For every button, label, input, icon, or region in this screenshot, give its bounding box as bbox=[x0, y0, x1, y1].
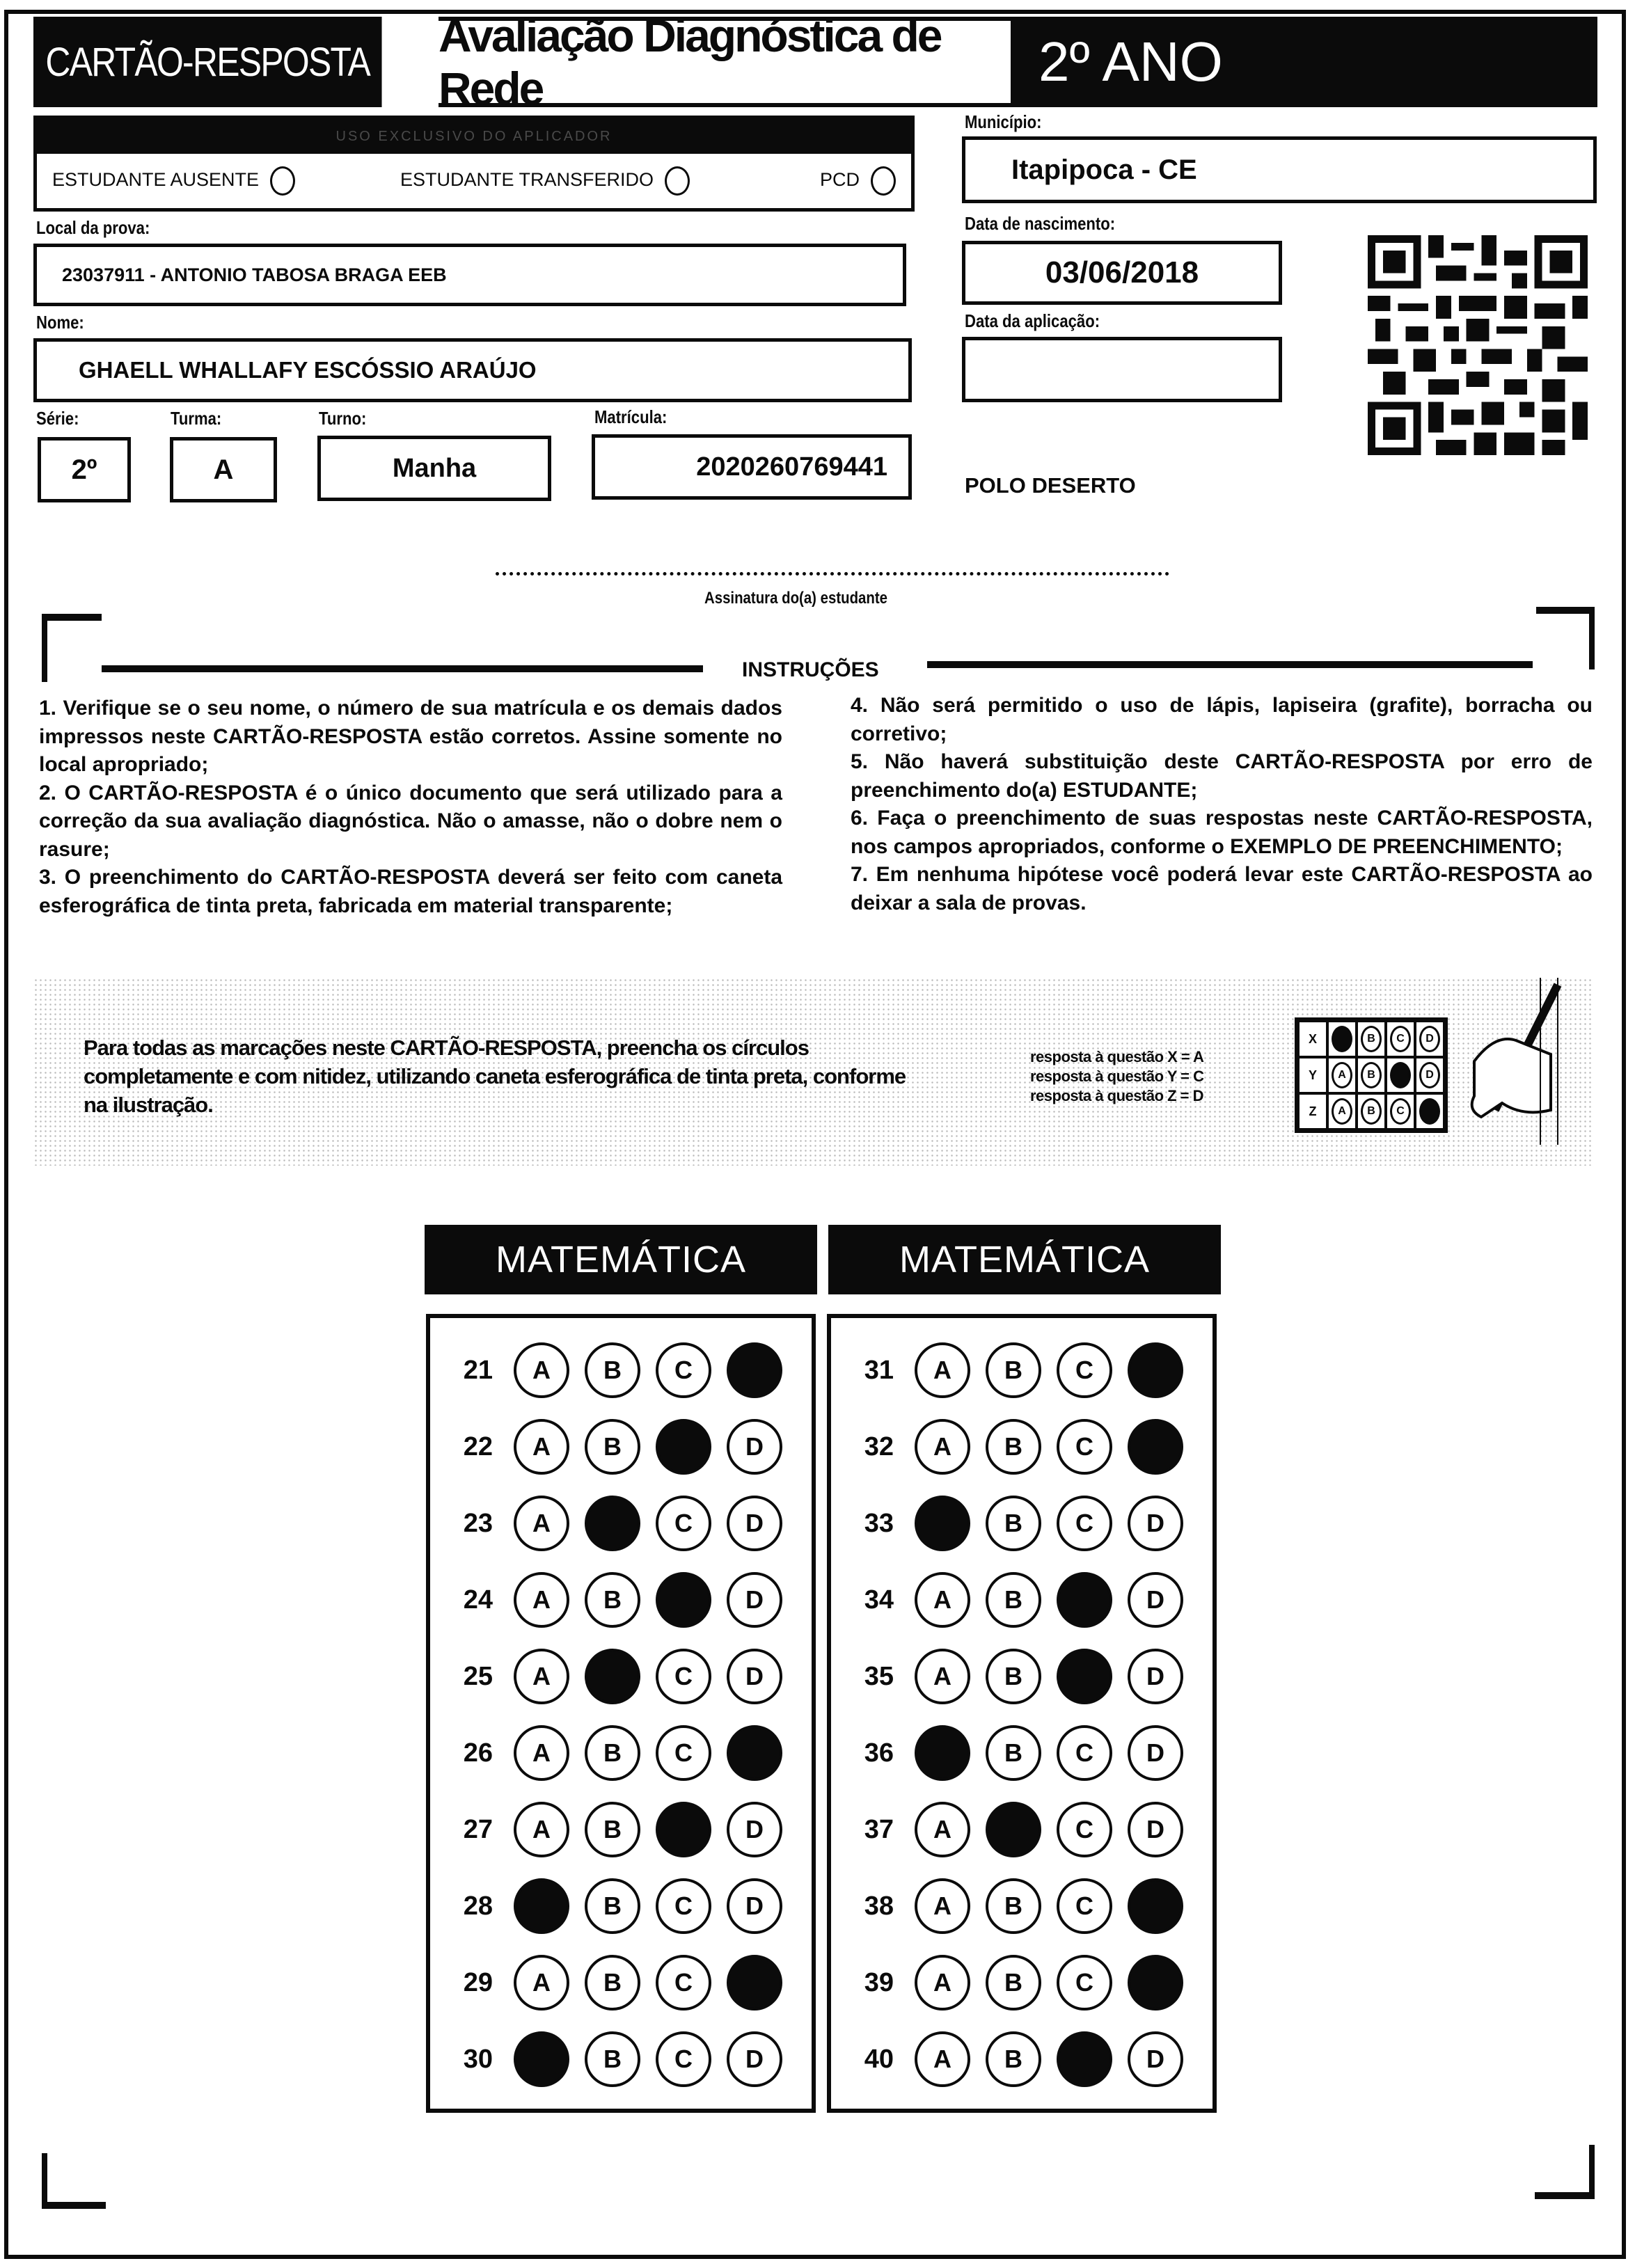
answer-bubble-a[interactable]: A bbox=[915, 1419, 970, 1475]
matricula-field bbox=[592, 434, 912, 500]
nascimento-field bbox=[962, 241, 1282, 305]
answer-bubble-a[interactable]: A bbox=[514, 1725, 569, 1781]
corner-mark-tr bbox=[1589, 607, 1595, 669]
nascimento-value: 03/06/2018 bbox=[1045, 255, 1199, 290]
answer-bubble-d[interactable] bbox=[727, 1725, 782, 1781]
answer-bubble-d[interactable] bbox=[727, 1342, 782, 1398]
answer-bubble-a[interactable] bbox=[915, 1496, 970, 1551]
answer-bubble-c[interactable] bbox=[656, 1419, 711, 1475]
answer-bubble-c[interactable] bbox=[1057, 1572, 1112, 1628]
option-transferred-label: ESTUDANTE TRANSFERIDO bbox=[400, 169, 654, 191]
hand-pen-icon bbox=[1453, 978, 1579, 1145]
answer-bubble-c[interactable]: C bbox=[656, 2031, 711, 2087]
applicator-options bbox=[37, 154, 911, 208]
instructions-rule-right bbox=[927, 661, 1533, 668]
question-row bbox=[430, 1868, 812, 1944]
answer-bubble-c[interactable]: C bbox=[1057, 1725, 1112, 1781]
question-number: 28 bbox=[463, 1891, 493, 1921]
answer-bubble-d[interactable] bbox=[1128, 1419, 1183, 1475]
example-bubble-x-a bbox=[1332, 1026, 1352, 1052]
answer-bubble-b[interactable]: B bbox=[986, 1342, 1041, 1398]
turno-field bbox=[317, 436, 551, 501]
answer-bubble-c[interactable]: C bbox=[1057, 1496, 1112, 1551]
answer-bubble-b[interactable]: B bbox=[585, 1878, 640, 1934]
answer-bubble-d[interactable] bbox=[1128, 1342, 1183, 1398]
matricula-label: Matrícula: bbox=[594, 406, 668, 427]
instruction-6: 6. Faça o preenchimento de suas respostas neste CARTÃO-RESPOSTA, nos campos apropriados, conforme o EXEMPLO DE PREENCHIMENTO; bbox=[851, 807, 1593, 858]
question-row bbox=[430, 1562, 812, 1638]
instructions-title: INSTRUÇÕES bbox=[742, 658, 879, 681]
answer-bubble-d[interactable] bbox=[1128, 1878, 1183, 1934]
question-number: 21 bbox=[463, 1355, 493, 1385]
answer-bubble-a[interactable]: A bbox=[915, 1572, 970, 1628]
answer-bubble-c[interactable] bbox=[656, 1572, 711, 1628]
question-row bbox=[430, 1409, 812, 1485]
turma-value: A bbox=[213, 454, 234, 485]
answer-bubble-d[interactable]: D bbox=[1128, 1496, 1183, 1551]
serie-label: Série: bbox=[36, 408, 79, 429]
answer-bubble-c[interactable] bbox=[1057, 1649, 1112, 1704]
question-number: 30 bbox=[463, 2044, 493, 2074]
example-legend bbox=[1030, 1047, 1203, 1106]
question-row bbox=[831, 1409, 1213, 1485]
question-number: 37 bbox=[864, 1814, 894, 1844]
question-number: 29 bbox=[463, 1967, 493, 1997]
answer-bubble-c[interactable]: C bbox=[656, 1725, 711, 1781]
question-number: 33 bbox=[864, 1508, 894, 1538]
instructions-left bbox=[39, 695, 782, 920]
question-number: 25 bbox=[463, 1661, 493, 1691]
answer-bubble-b[interactable]: B bbox=[986, 1649, 1041, 1704]
applicator-banner: USO EXCLUSIVO DO APLICADOR bbox=[37, 119, 911, 154]
transferred-radio[interactable] bbox=[665, 166, 690, 196]
example-bubble-y-b: B bbox=[1361, 1062, 1382, 1088]
question-row bbox=[831, 2021, 1213, 2097]
answer-bubble-d[interactable] bbox=[1128, 1955, 1183, 2011]
answer-bubble-b[interactable] bbox=[986, 1802, 1041, 1857]
question-row bbox=[430, 1638, 812, 1715]
corner-mark-tl bbox=[42, 614, 47, 682]
example-grid bbox=[1295, 1017, 1448, 1133]
signature-line[interactable] bbox=[496, 572, 1169, 576]
subject-header-2: MATEMÁTICA bbox=[828, 1225, 1221, 1294]
answer-bubble-d[interactable]: D bbox=[727, 1496, 782, 1551]
applicator-section bbox=[33, 116, 915, 212]
answer-bubble-b[interactable]: B bbox=[585, 1955, 640, 2011]
answer-bubble-a[interactable]: A bbox=[514, 1955, 569, 2011]
answer-bubble-a[interactable]: A bbox=[514, 1496, 569, 1551]
answer-bubble-c[interactable]: C bbox=[656, 1649, 711, 1704]
question-number: 23 bbox=[463, 1508, 493, 1538]
nome-label: Nome: bbox=[36, 312, 84, 333]
answer-bubble-d[interactable]: D bbox=[1128, 1725, 1183, 1781]
question-row bbox=[430, 2021, 812, 2097]
question-number: 27 bbox=[463, 1814, 493, 1844]
corner-mark-bl bbox=[42, 2153, 47, 2209]
answer-bubble-c[interactable]: C bbox=[1057, 1802, 1112, 1857]
answer-bubble-d[interactable]: D bbox=[1128, 1802, 1183, 1857]
instruction-3: 3. O preenchimento do CARTÃO-RESPOSTA deverá ser feito com caneta esferográfica de tinta preta, fabricada em material transparente; bbox=[39, 866, 782, 917]
option-pcd bbox=[820, 166, 896, 196]
question-row bbox=[430, 1791, 812, 1868]
example-bubble-y-d: D bbox=[1419, 1062, 1440, 1088]
question-row bbox=[831, 1485, 1213, 1562]
question-row bbox=[831, 1332, 1213, 1409]
answer-bubble-a[interactable]: A bbox=[915, 1649, 970, 1704]
answer-bubble-a[interactable]: A bbox=[514, 1649, 569, 1704]
example-bubble-x-d: D bbox=[1419, 1026, 1440, 1052]
answer-bubble-b[interactable]: B bbox=[986, 1725, 1041, 1781]
instruction-5: 5. Não haverá substituição deste CARTÃO-RESPOSTA por erro de preenchimento do(a) ESTUDANTE; bbox=[851, 750, 1593, 802]
answer-bubble-c[interactable]: C bbox=[656, 1955, 711, 2011]
question-row bbox=[831, 1562, 1213, 1638]
corner-mark-tl-h bbox=[42, 614, 102, 621]
answer-bubble-c[interactable]: C bbox=[1057, 1878, 1112, 1934]
answer-bubble-b[interactable]: B bbox=[585, 1419, 640, 1475]
answer-bubble-c[interactable]: C bbox=[656, 1342, 711, 1398]
question-number: 32 bbox=[864, 1432, 894, 1461]
question-number: 40 bbox=[864, 2044, 894, 2074]
question-row bbox=[831, 1791, 1213, 1868]
signature-label: Assinatura do(a) estudante bbox=[704, 589, 887, 608]
answer-bubble-c[interactable] bbox=[1057, 2031, 1112, 2087]
question-row bbox=[831, 1944, 1213, 2021]
question-row bbox=[430, 1944, 812, 2021]
answer-bubble-b[interactable]: B bbox=[986, 1572, 1041, 1628]
card-title: CARTÃO-RESPOSTA bbox=[33, 17, 382, 107]
turno-label: Turno: bbox=[319, 408, 367, 429]
instructions-right bbox=[851, 692, 1593, 917]
instruction-7: 7. Em nenhuma hipótese você poderá levar este CARTÃO-RESPOSTA ao deixar a sala de provas. bbox=[851, 863, 1593, 914]
filling-example bbox=[33, 978, 1593, 1166]
answer-bubble-c[interactable]: C bbox=[1057, 1342, 1112, 1398]
answer-bubble-b[interactable]: B bbox=[986, 1955, 1041, 2011]
question-row bbox=[430, 1332, 812, 1409]
answer-bubble-d[interactable]: D bbox=[727, 1649, 782, 1704]
municipio-value: Itapipoca - CE bbox=[1011, 154, 1197, 185]
answer-bubble-d[interactable] bbox=[727, 1955, 782, 2011]
example-q-z: Z bbox=[1298, 1093, 1327, 1129]
corner-mark-br bbox=[1589, 2145, 1595, 2199]
instruction-2: 2. O CARTÃO-RESPOSTA é o único documento que será utilizado para a correção da sua avaliação diagnóstica. Não o amasse, não o dobre nem o rasure; bbox=[39, 781, 782, 861]
nome-field bbox=[33, 338, 912, 402]
answer-bubble-b[interactable] bbox=[585, 1496, 640, 1551]
answer-bubble-d[interactable]: D bbox=[1128, 1572, 1183, 1628]
local-field bbox=[33, 244, 906, 306]
question-number: 35 bbox=[864, 1661, 894, 1691]
absent-radio[interactable] bbox=[270, 166, 295, 196]
qr-code bbox=[1368, 235, 1588, 455]
instruction-1: 1. Verifique se o seu nome, o número de sua matrícula e os demais dados impressos neste CARTÃO-RESPOSTA estão corretos. Assine somente no local apropriado; bbox=[39, 697, 782, 776]
answer-bubble-a[interactable]: A bbox=[915, 1955, 970, 2011]
municipio-field bbox=[962, 136, 1597, 203]
matricula-value: 2020260769441 bbox=[696, 452, 887, 482]
example-bubble-y-a: A bbox=[1332, 1062, 1352, 1088]
local-label: Local da prova: bbox=[36, 217, 150, 238]
answer-bubble-b[interactable]: B bbox=[986, 2031, 1041, 2087]
grade-title: 2º ANO bbox=[1011, 17, 1597, 107]
answer-bubble-a[interactable]: A bbox=[915, 1342, 970, 1398]
instruction-4: 4. Não será permitido o uso de lápis, lapiseira (grafite), borracha ou corretivo; bbox=[851, 694, 1593, 745]
example-text: Para todas as marcações neste CARTÃO-RESPOSTA, preencha os círculos completamente e com nitidez, utilizando caneta esferográfica de tinta preta, conforme na ilustração. bbox=[84, 1036, 906, 1117]
answer-bubble-b[interactable]: B bbox=[986, 1496, 1041, 1551]
answer-bubble-d[interactable]: D bbox=[727, 1419, 782, 1475]
answer-bubble-a[interactable]: A bbox=[514, 1802, 569, 1857]
answer-bubble-c[interactable]: C bbox=[1057, 1955, 1112, 2011]
example-q-y: Y bbox=[1298, 1057, 1327, 1093]
corner-mark-tr-h bbox=[1536, 607, 1595, 614]
question-number: 31 bbox=[864, 1355, 894, 1385]
example-bubble-y-c bbox=[1390, 1062, 1411, 1088]
serie-field bbox=[38, 437, 131, 502]
option-absent-label: ESTUDANTE AUSENTE bbox=[52, 169, 260, 191]
question-number: 26 bbox=[463, 1738, 493, 1768]
answer-bubble-c[interactable] bbox=[656, 1802, 711, 1857]
turma-label: Turma: bbox=[171, 408, 222, 429]
question-number: 22 bbox=[463, 1432, 493, 1461]
legend-x: resposta à questão X = A bbox=[1030, 1048, 1204, 1065]
nome-value: GHAELL WHALLAFY ESCÓSSIO ARAÚJO bbox=[79, 357, 537, 383]
municipio-label: Município: bbox=[965, 111, 1042, 132]
corner-mark-br-h bbox=[1535, 2192, 1595, 2199]
answer-bubble-a[interactable] bbox=[514, 1878, 569, 1934]
nascimento-label: Data de nascimento: bbox=[965, 213, 1116, 234]
answer-bubble-b[interactable]: B bbox=[986, 1419, 1041, 1475]
answer-bubble-a[interactable]: A bbox=[514, 1342, 569, 1398]
example-bubble-z-c: C bbox=[1390, 1098, 1411, 1125]
example-bubble-z-a: A bbox=[1332, 1098, 1352, 1125]
question-number: 34 bbox=[864, 1585, 894, 1615]
answer-bubble-b[interactable]: B bbox=[585, 1572, 640, 1628]
assessment-title: Avaliação Diagnóstica de Rede bbox=[439, 17, 1011, 107]
answer-grid-1 bbox=[426, 1314, 816, 2113]
question-number: 38 bbox=[864, 1891, 894, 1921]
subject-header-1: MATEMÁTICA bbox=[425, 1225, 817, 1294]
answer-bubble-c[interactable]: C bbox=[656, 1496, 711, 1551]
question-number: 24 bbox=[463, 1585, 493, 1615]
answer-bubble-a[interactable]: A bbox=[915, 1878, 970, 1934]
question-row bbox=[831, 1868, 1213, 1944]
answer-bubble-a[interactable] bbox=[915, 1725, 970, 1781]
example-bubble-z-d bbox=[1419, 1098, 1440, 1125]
turno-value: Manha bbox=[392, 453, 477, 483]
example-bubble-x-c: C bbox=[1390, 1026, 1411, 1052]
answer-bubble-a[interactable] bbox=[514, 2031, 569, 2087]
answer-bubble-b[interactable]: B bbox=[585, 1802, 640, 1857]
answer-bubble-a[interactable]: A bbox=[915, 1802, 970, 1857]
answer-bubble-c[interactable]: C bbox=[1057, 1419, 1112, 1475]
answer-bubble-b[interactable]: B bbox=[585, 2031, 640, 2087]
answer-bubble-a[interactable]: A bbox=[915, 2031, 970, 2087]
option-transferred bbox=[400, 166, 818, 196]
question-row bbox=[430, 1485, 812, 1562]
serie-value: 2º bbox=[71, 454, 97, 485]
answer-bubble-d[interactable]: D bbox=[1128, 2031, 1183, 2087]
local-value: 23037911 - ANTONIO TABOSA BRAGA EEB bbox=[62, 264, 447, 285]
answer-bubble-d[interactable]: D bbox=[727, 1878, 782, 1934]
instructions-rule-left bbox=[102, 665, 703, 672]
question-row bbox=[430, 1715, 812, 1791]
answer-bubble-a[interactable]: A bbox=[514, 1572, 569, 1628]
turma-field bbox=[170, 437, 277, 502]
option-absent bbox=[52, 166, 400, 196]
answer-bubble-d[interactable]: D bbox=[1128, 1649, 1183, 1704]
question-number: 36 bbox=[864, 1738, 894, 1768]
example-bubble-z-b: B bbox=[1361, 1098, 1382, 1125]
option-pcd-label: PCD bbox=[819, 169, 860, 191]
answer-bubble-c[interactable]: C bbox=[656, 1878, 711, 1934]
answer-bubble-d[interactable]: D bbox=[727, 1802, 782, 1857]
example-bubble-x-b: B bbox=[1361, 1026, 1382, 1052]
answer-grid-2 bbox=[827, 1314, 1217, 2113]
corner-mark-bl-h bbox=[42, 2202, 106, 2209]
aplicacao-field[interactable] bbox=[962, 337, 1282, 402]
answer-bubble-b[interactable]: B bbox=[585, 1342, 640, 1398]
answer-bubble-a[interactable]: A bbox=[514, 1419, 569, 1475]
answer-bubble-b[interactable]: B bbox=[585, 1725, 640, 1781]
polo-text: POLO DESERTO bbox=[965, 473, 1136, 498]
answer-bubble-b[interactable]: B bbox=[986, 1878, 1041, 1934]
answer-bubble-d[interactable]: D bbox=[727, 1572, 782, 1628]
legend-y: resposta à questão Y = C bbox=[1030, 1068, 1204, 1085]
answer-bubble-b[interactable] bbox=[585, 1649, 640, 1704]
aplicacao-label: Data da aplicação: bbox=[965, 310, 1100, 331]
question-number: 39 bbox=[864, 1967, 894, 1997]
pcd-radio[interactable] bbox=[871, 166, 896, 196]
legend-z: resposta à questão Z = D bbox=[1030, 1087, 1204, 1104]
example-q-x: X bbox=[1298, 1021, 1327, 1057]
question-row bbox=[831, 1715, 1213, 1791]
question-row bbox=[831, 1638, 1213, 1715]
answer-bubble-d[interactable]: D bbox=[727, 2031, 782, 2087]
